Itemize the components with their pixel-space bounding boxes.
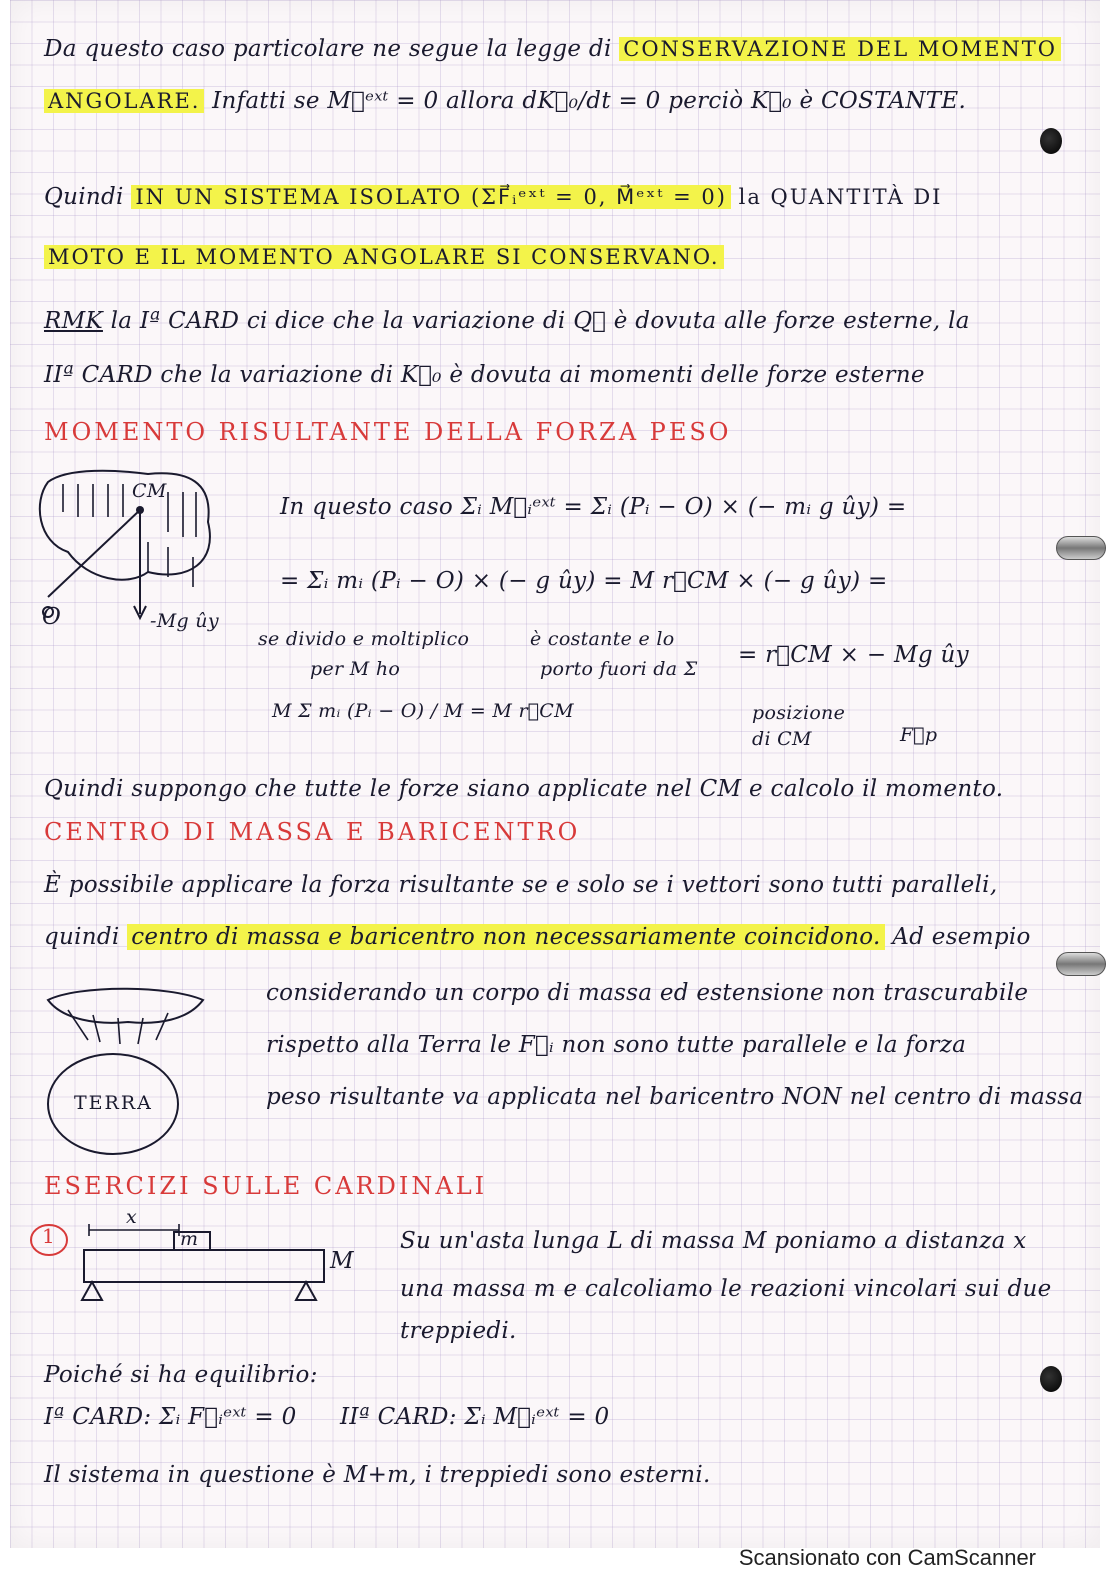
note-1a: se divido e moltiplico [258, 628, 470, 650]
section-title-momento: MOMENTO RISULTANTE DELLA FORZA PESO [44, 418, 732, 446]
text-span: la Iª CARD ci dice che la variazione di Q⃗ è dovuta alle forze esterne, la [110, 308, 970, 334]
equation-3: = r⃗CM × − Mg ûy [738, 642, 969, 668]
section-2-line-5: peso risultante va applicata nel baricentro NON nel centro di massa [266, 1084, 1084, 1110]
section-3-line-5b: IIª CARD: Σᵢ M⃗ᵢᵉˣᵗ = 0 [340, 1404, 610, 1430]
section-1-conclusion: Quindi suppongo che tutte le forze siano applicate nel CM e calcolo il momento. [44, 776, 1004, 802]
beam-mass-label: M [330, 1248, 354, 1274]
section-3-line-3: treppiedi. [400, 1318, 517, 1344]
note-3b: di CM [752, 728, 812, 750]
note-1b: per M ho [310, 658, 401, 680]
note-1c: M Σ mᵢ (Pᵢ − O) / M = M r⃗CM [272, 700, 574, 722]
section-2-line-3: considerando un corpo di massa ed estensione non trascurabile [266, 980, 1029, 1006]
text-span: la QUANTITÀ DI [738, 185, 943, 209]
beam-diagram [24, 1210, 364, 1310]
section-2-line-4: rispetto alla Terra le F⃗ᵢ non sono tutte parallele e la forza [266, 1032, 967, 1058]
highlighted-text: IN UN SISTEMA ISOLATO (ΣF⃗ᵢᵉˣᵗ = 0, M⃗ᵉˣᵗ = 0) [131, 185, 731, 209]
binder-hole [1040, 1366, 1062, 1392]
earth-diagram [38, 980, 218, 1160]
equation-1: In questo caso Σᵢ M⃗ᵢᵉˣᵗ = Σᵢ (Pᵢ − O) × (− mᵢ g ûy) = [280, 494, 907, 520]
section-2-line-1: È possibile applicare la forza risultante se e solo se i vettori sono tutti paralleli, [44, 872, 998, 898]
highlighted-text: ANGOLARE. [44, 89, 204, 113]
section-3-line-6: Il sistema in questione è M+m, i treppiedi sono esterni. [44, 1462, 711, 1488]
note-3a: posizione [752, 702, 846, 724]
section-title-centro-di-massa: CENTRO DI MASSA E BARICENTRO [44, 818, 581, 846]
text-span: quindi [44, 924, 120, 950]
earth-label: TERRA [74, 1092, 153, 1114]
highlighted-text: CONSERVAZIONE DEL MOMENTO [619, 37, 1061, 61]
text-span: Da questo caso particolare ne segue la legge di [44, 36, 612, 62]
paragraph-1-line-2 [44, 88, 966, 114]
text-span: IIª CARD che la variazione di K⃗₀ è dovuta ai momenti delle forze esterne [44, 362, 925, 388]
diagram-cm-label: CM [132, 480, 167, 502]
section-3-line-5a: Iª CARD: Σᵢ F⃗ᵢᵉˣᵗ = 0 [44, 1404, 297, 1430]
highlighted-text: centro di massa e baricentro non necessariamente coincidono. [127, 924, 884, 950]
binder-ring [1056, 536, 1106, 560]
text-span: Infatti se M⃗ᵉˣᵗ = 0 allora dK⃗₀/dt = 0 perciò K⃗₀ è COSTANTE. [212, 88, 967, 114]
note-2b: porto fuori da Σ [540, 658, 698, 680]
note-4: F⃗p [900, 724, 938, 746]
paragraph-2-line-2 [44, 244, 724, 270]
paragraph-1-line-1 [44, 36, 1061, 62]
diagram-origin-label: O [42, 604, 62, 630]
rmk-label: RMK [44, 308, 103, 334]
beam-x-label: x [126, 1206, 138, 1228]
paragraph-2-line-1 [44, 184, 942, 210]
section-3-line-4: Poiché si ha equilibrio: [44, 1362, 318, 1388]
exercise-number: 1 [42, 1224, 56, 1248]
section-3-line-2: una massa m e calcoliamo le reazioni vincolari sui due [400, 1276, 1052, 1302]
binder-ring [1056, 952, 1106, 976]
notebook-page [10, 0, 1100, 1548]
rmk-line-1 [44, 308, 970, 334]
note-2a: è costante e lo [530, 628, 675, 650]
section-title-esercizi: ESERCIZI SULLE CARDINALI [44, 1172, 488, 1200]
text-span: Ad esempio [892, 924, 1031, 950]
section-2-line-2 [44, 924, 1031, 950]
scanner-footer: Scansionato con CamScanner [738, 1545, 1036, 1570]
rmk-line-2 [44, 362, 925, 388]
diagram-force-label: -Mg ûy [150, 610, 219, 632]
section-3-line-1: Su un'asta lunga L di massa M poniamo a distanza x [400, 1228, 1027, 1254]
equation-2: = Σᵢ mᵢ (Pᵢ − O) × (− g ûy) = M r⃗CM × (− g ûy) = [280, 568, 888, 594]
text-span: Quindi [44, 184, 124, 210]
highlighted-text: MOTO E IL MOMENTO ANGOLARE SI CONSERVANO. [44, 245, 724, 269]
beam-small-mass-label: m [180, 1228, 199, 1250]
binder-hole [1040, 128, 1062, 154]
